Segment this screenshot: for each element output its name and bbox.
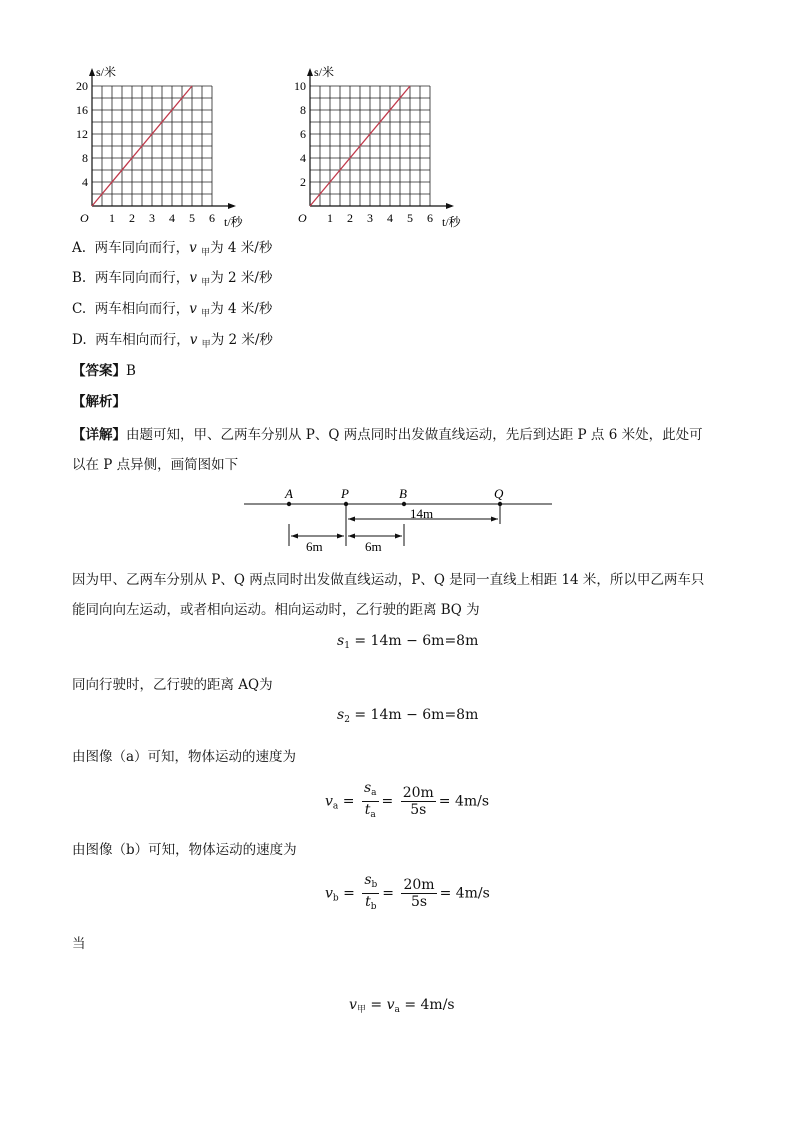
point-b xyxy=(402,502,406,506)
span-14m-label: 14m xyxy=(410,506,434,521)
equation-5: $v_甲 = v_a = 4m/s$ xyxy=(349,997,455,1015)
para2-line-1: 因为甲、乙两车分别从 P、Q 两点同时出发做直线运动，P、Q 是同一直线上相距 14 米，所以甲乙两车只 xyxy=(72,572,705,588)
origin-label: O xyxy=(80,211,89,225)
y-tick-label: 8 xyxy=(82,151,88,165)
analysis-label: 【解析】 xyxy=(72,394,126,410)
graph-a xyxy=(62,58,262,228)
fraction-value-b: $\frac{20m}{5s}$ xyxy=(403,877,435,910)
x-tick-label: 4 xyxy=(169,211,175,225)
right-6m-label: 6m xyxy=(365,539,382,554)
option-a: A. 两车同向而行，v $_甲$为 4 米/秒 xyxy=(72,240,273,258)
para5: 由图像（b）可知，物体运动的速度为 xyxy=(72,842,297,858)
x-tick-label: 5 xyxy=(189,211,195,225)
x-tick-label: 3 xyxy=(367,211,373,225)
point-a xyxy=(287,502,291,506)
x-axis-arrow xyxy=(446,203,454,209)
graph-b xyxy=(280,58,480,228)
y-tick-label: 16 xyxy=(76,103,88,117)
y-axis-arrow xyxy=(89,68,95,76)
y-axis-label: s/米 xyxy=(96,65,117,79)
detail-line-2: 以在 P 点异侧，画简图如下 xyxy=(72,457,239,473)
x-tick-label: 1 xyxy=(327,211,333,225)
y-axis-arrow xyxy=(307,68,313,76)
label-b: B xyxy=(399,486,407,501)
equation-2: $s_2 = 14m - 6m=8m$ xyxy=(337,707,479,725)
para6: 当 xyxy=(72,936,86,952)
x-tick-label: 3 xyxy=(149,211,155,225)
equation-3: $v_a$ = $\frac{s_a}{t_a}$ = $\frac{20m}{5s}$ = 4m/s xyxy=(325,780,489,823)
x-tick-label: 6 xyxy=(427,211,433,225)
fraction-value-a: $\frac{20m}{5s}$ xyxy=(402,785,434,818)
para4: 由图像（a）可知，物体运动的速度为 xyxy=(72,749,297,765)
x-axis-label: t/秒 xyxy=(442,215,461,228)
option-b: B. 两车同向而行，v $_甲$为 2 米/秒 xyxy=(72,270,273,288)
y-tick-label: 2 xyxy=(300,175,306,189)
x-tick-label: 2 xyxy=(347,211,353,225)
x-tick-label: 1 xyxy=(109,211,115,225)
option-c: C. 两车相向而行，v $_甲$为 4 米/秒 xyxy=(72,301,273,319)
x-axis-arrow xyxy=(228,203,236,209)
para2-line-2: 能同向向左运动，或者相向运动。相向运动时，乙行驶的距离 BQ 为 xyxy=(72,602,480,618)
y-tick-label: 4 xyxy=(82,175,88,189)
label-q: Q xyxy=(494,486,504,501)
y-axis-label: s/米 xyxy=(314,65,335,79)
answer-line: 【答案】B xyxy=(72,363,136,379)
x-tick-label: 4 xyxy=(387,211,393,225)
para3: 同向行驶时，乙行驶的距离 AQ为 xyxy=(72,677,273,693)
x-tick-label: 2 xyxy=(129,211,135,225)
equation-1: $s_1 = 14m - 6m=8m$ xyxy=(337,633,479,651)
fraction-s-over-t-a: $\frac{s_a}{t_a}$ xyxy=(363,780,377,820)
x-axis-label: t/秒 xyxy=(224,215,243,228)
number-line-diagram xyxy=(240,480,560,560)
fraction-s-over-t-b: $\frac{s_b}{t_b}$ xyxy=(364,872,378,912)
label-p: P xyxy=(341,486,349,501)
x-tick-label: 5 xyxy=(407,211,413,225)
y-tick-label: 12 xyxy=(76,127,88,141)
equation-4: $v_b$ = $\frac{s_b}{t_b}$ = $\frac{20m}{5s}$ = 4m/s xyxy=(325,872,490,915)
left-6m-label: 6m xyxy=(306,539,323,554)
option-d: D. 两车相向而行，v $_甲$为 2 米/秒 xyxy=(72,332,273,350)
y-tick-label: 6 xyxy=(300,127,306,141)
y-tick-label: 20 xyxy=(76,79,88,93)
y-tick-label: 4 xyxy=(300,151,306,165)
y-tick-label: 8 xyxy=(300,103,306,117)
label-a: A xyxy=(285,486,293,501)
detail-line-1: 【详解】由题可知，甲、乙两车分别从 P、Q 两点同时出发做直线运动，先后到达距 P 点 6 米处，此处可 xyxy=(72,427,703,443)
x-tick-label: 6 xyxy=(209,211,215,225)
origin-label: O xyxy=(298,211,307,225)
y-tick-label: 10 xyxy=(294,79,306,93)
